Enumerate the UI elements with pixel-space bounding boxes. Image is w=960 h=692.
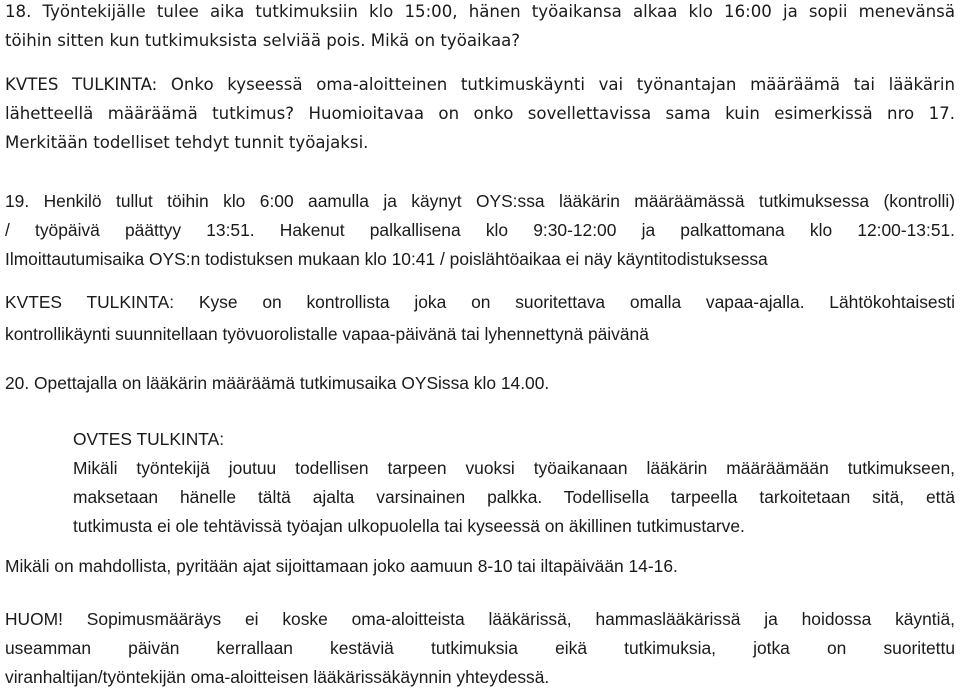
question-18-line-2: töihin sitten kun tutkimuksista selviää pois. Mikä on työaikaa?: [5, 31, 521, 50]
ovtes-line-1: Mikäli työntekijä joutuu todellisen tarpeen vuoksi työaikanaan lääkärin määräämään tutkimukseen,: [73, 458, 955, 478]
kvtes-interpretation-2: [5, 288, 955, 349]
question-20-line-1: 20. Opettajalla on lääkärin määräämä tutkimusaika OYSissa klo 14.00.: [5, 373, 550, 393]
kvtes-1-line-2: lähetteellä määräämä tutkimus? Huomioitavaa on onko sovellettavissa sama kuin esimerkissä nro 17.: [5, 104, 955, 123]
kvtes-1-line-3: Merkitään todelliset tehdyt tunnit työajaksi.: [5, 133, 369, 152]
question-18-line-1: 18. Työntekijälle tulee aika tutkimuksiin klo 15:00, hänen työaikansa alkaa klo 16:00 ja sopii menevänsä: [5, 2, 955, 21]
kvtes-1-line-1: KVTES TULKINTA: Onko kyseessä oma-aloitteinen tutkimuskäynti vai työnantajan määräämä tai lääkärin: [5, 75, 955, 94]
huom-line-2: useamman päivän kerrallaan kestäviä tutkimuksia eikä tutkimuksia, jotka on suoritettu: [5, 638, 955, 658]
ovtes-line-2: maksetaan hänelle tältä ajalta varsinainen palkka. Todellisella tarpeella tarkoitetaan sitä, että: [73, 487, 955, 507]
scheduling-note-line-1: Mikäli on mahdollista, pyritään ajat sijoittamaan joko aamuun 8-10 tai iltapäivään 14-16.: [5, 556, 678, 576]
huom-line-3: viranhaltijan/työntekijän oma-aloitteisen lääkärissäkäynnin yhteydessä.: [5, 667, 550, 687]
question-19-line-2: / työpäivä päättyy 13:51. Hakenut palkallisena klo 9:30-12:00 ja palkattomana klo 12:00-13:51.: [5, 220, 955, 240]
huom-note: [5, 605, 955, 692]
kvtes-2-line-1: KVTES TULKINTA: Kyse on kontrollista joka on suoritettava omalla vapaa-ajalla. Lähtökohtaisesti: [5, 292, 955, 312]
kvtes-2-line-2: kontrollikäynti suunnitellaan työvuorolistalle vapaa-päivänä tai lyhennettynä päivänä: [5, 324, 649, 344]
scheduling-note: [5, 552, 955, 581]
question-18: [5, 0, 955, 55]
question-19: [5, 187, 955, 274]
ovtes-line-3: tutkimusta ei ole tehtävissä työajan ulkopuolella tai kyseessä on äkillinen tutkimustarve.: [73, 516, 745, 536]
kvtes-interpretation-1: [5, 70, 955, 157]
ovtes-heading: OVTES TULKINTA:: [73, 429, 225, 449]
question-19-line-3: Ilmoittautumisaika OYS:n todistuksen mukaan klo 10:41 / poislähtöaikaa ei näy käyntitodistuksessa: [5, 249, 768, 269]
huom-line-1: HUOM! Sopimusmääräys ei koske oma-aloitteista lääkärissä, hammaslääkärissä ja hoidossa käyntiä,: [5, 609, 955, 629]
ovtes-interpretation: [73, 425, 955, 541]
question-20: [5, 369, 955, 398]
question-19-line-1: 19. Henkilö tullut töihin klo 6:00 aamulla ja käynyt OYS:ssa lääkärin määräämässä tutkimuksessa (kontrolli): [5, 191, 955, 211]
